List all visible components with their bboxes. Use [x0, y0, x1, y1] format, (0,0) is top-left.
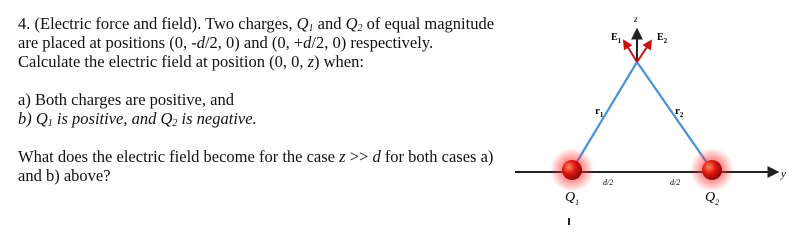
e1-label: $E_1$ [611, 32, 622, 45]
q2-diagram-label: $Q_2$ [705, 190, 720, 207]
e1-vector [624, 41, 637, 62]
diagram-svg [505, 0, 792, 230]
problem-number: 4. [18, 14, 31, 33]
e2-label: $E_2$ [657, 32, 668, 45]
z-axis-label: z [634, 14, 638, 24]
q1-charge [562, 160, 582, 180]
q2-charge [702, 160, 722, 180]
r1-label: $r_1$ [595, 105, 604, 119]
y-axis-label: y [781, 168, 786, 180]
charge-diagram [505, 0, 792, 230]
half-d-left-label: d/2 [603, 178, 614, 187]
problem-text [18, 14, 498, 185]
e2-vector [637, 41, 651, 62]
half-d-right-label: d/2 [670, 178, 681, 187]
r2-label: $r_2$ [675, 105, 684, 119]
q1-diagram-label: $Q_1$ [565, 190, 580, 207]
part-a: a) Both charges are positive, and [18, 90, 234, 109]
part-b: b) $Q_1$ is positive, and $Q_2$ is negative. [18, 109, 257, 129]
problem-topic: (Electric force and field). [34, 14, 202, 33]
final-question: What does the electric field become for the case z >> d for both cases a) and b) above? [18, 147, 494, 185]
problem-statement: 4. (Electric force and field). Two charges, $Q_1$ and $Q_2$ of equal magnitude are placed at positions (0, -d/2, 0) and (0, +d/2, 0) respectively. Calculate the electric field at position (0, 0, z) when: [18, 14, 495, 71]
